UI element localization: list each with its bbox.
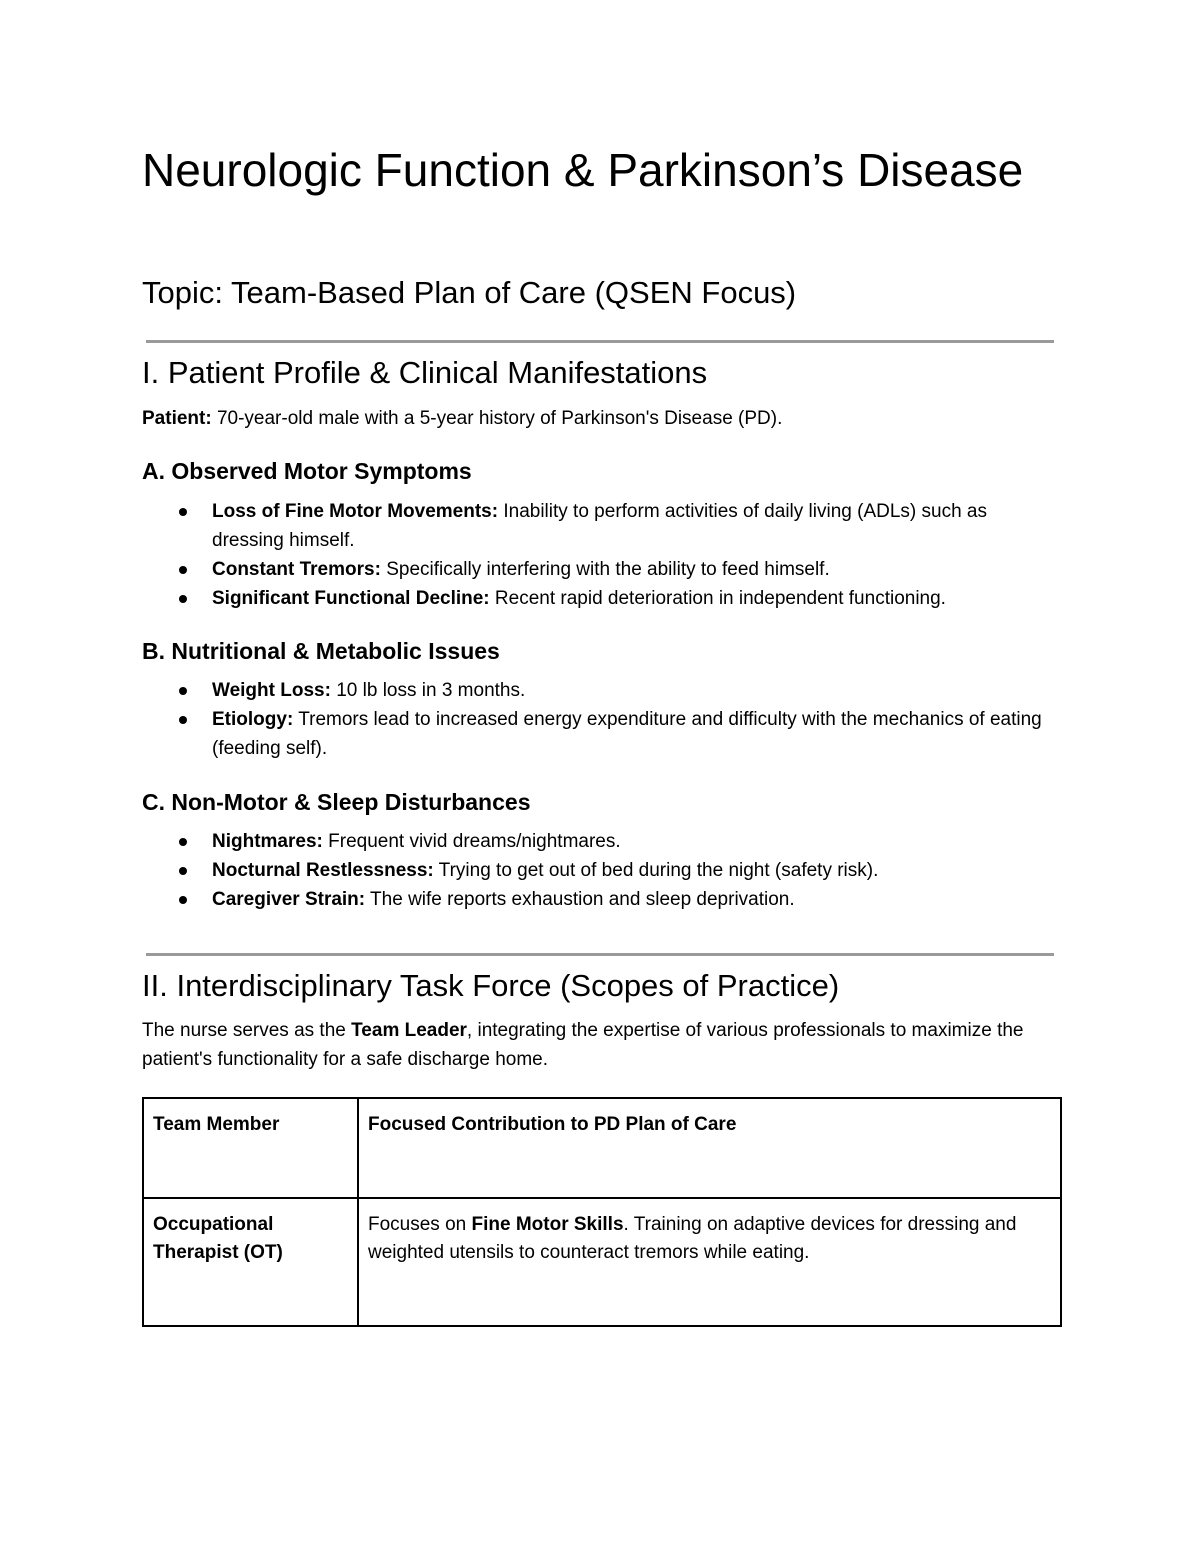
list-item — [142, 827, 1042, 856]
nutritional-issues-list — [142, 676, 1042, 763]
divider — [146, 340, 1054, 343]
bullet-icon — [179, 838, 187, 846]
cell-contribution — [358, 1198, 1061, 1326]
sleep-disturbances-list — [142, 827, 1042, 914]
list-item — [142, 584, 1042, 613]
column-header-team-member: Team Member — [143, 1098, 358, 1198]
task-force-intro — [142, 1016, 1042, 1074]
list-item — [142, 555, 1042, 584]
item-text: Tremors lead to increased energy expenditure and difficulty with the mechanics of eating (feeding self). — [212, 709, 1042, 759]
list-item — [142, 885, 1042, 914]
subheading-motor-symptoms: A. Observed Motor Symptoms — [142, 458, 472, 484]
patient-summary — [142, 404, 1042, 433]
item-label: Nightmares: — [212, 831, 323, 852]
bullet-icon — [179, 896, 187, 904]
list-item — [142, 705, 1042, 763]
subheading-sleep-disturbances: C. Non-Motor & Sleep Disturbances — [142, 789, 531, 815]
patient-label: Patient: — [142, 408, 212, 429]
item-label: Loss of Fine Motor Movements: — [212, 501, 499, 522]
section-heading-patient-profile: I. Patient Profile & Clinical Manifestations — [142, 355, 708, 390]
item-text: Frequent vivid dreams/nightmares. — [322, 831, 621, 852]
item-label: Nocturnal Restlessness: — [212, 860, 434, 881]
bullet-icon — [179, 716, 187, 724]
list-item — [142, 856, 1042, 885]
list-item — [142, 676, 1042, 705]
document-title: Neurologic Function & Parkinson’s Disease — [142, 144, 1024, 196]
patient-text: 70-year-old male with a 5-year history of Parkinson's Disease (PD). — [211, 408, 783, 429]
item-text: Specifically interfering with the ability to feed himself. — [380, 559, 830, 580]
bullet-icon — [179, 867, 187, 875]
divider — [146, 953, 1054, 956]
section-heading-task-force: II. Interdisciplinary Task Force (Scopes of Practice) — [142, 968, 840, 1003]
team-table — [142, 1097, 1062, 1327]
item-text: The wife reports exhaustion and sleep deprivation. — [365, 889, 795, 910]
contribution-text: Focuses on — [368, 1214, 472, 1235]
item-label: Constant Tremors: — [212, 559, 381, 580]
item-text: Inability to perform activities of daily living (ADLs) such as dressing himself. — [212, 501, 987, 551]
table-row — [143, 1198, 1061, 1326]
item-text: Trying to get out of bed during the night (safety risk). — [433, 860, 879, 881]
bullet-icon — [179, 687, 187, 695]
item-text: 10 lb loss in 3 months. — [330, 680, 526, 701]
document-subtitle: Topic: Team-Based Plan of Care (QSEN Focus) — [142, 275, 797, 310]
item-label: Etiology: — [212, 709, 294, 730]
subheading-nutritional-issues: B. Nutritional & Metabolic Issues — [142, 638, 500, 664]
table-header-row — [143, 1098, 1061, 1198]
column-header-contribution: Focused Contribution to PD Plan of Care — [358, 1098, 1061, 1198]
intro-text: The nurse serves as the — [142, 1020, 352, 1041]
bullet-icon — [179, 595, 187, 603]
intro-text: , integrating the expertise of various professionals to maximize the patient's functionality for a safe discharge home. — [142, 1020, 1024, 1070]
bullet-icon — [179, 566, 187, 574]
cell-team-member: Occupational Therapist (OT) — [143, 1198, 358, 1326]
item-text: Recent rapid deterioration in independent functioning. — [489, 588, 946, 609]
contribution-text: . Training on adaptive devices for dressing and weighted utensils to counteract tremors while eating. — [368, 1214, 1017, 1263]
item-label: Caregiver Strain: — [212, 889, 366, 910]
bullet-icon — [179, 508, 187, 516]
list-item — [142, 497, 1042, 555]
item-label: Weight Loss: — [212, 680, 331, 701]
item-label: Significant Functional Decline: — [212, 588, 490, 609]
contribution-bold: Fine Motor Skills — [471, 1214, 624, 1235]
intro-bold: Team Leader — [351, 1020, 467, 1041]
motor-symptoms-list — [142, 497, 1042, 613]
